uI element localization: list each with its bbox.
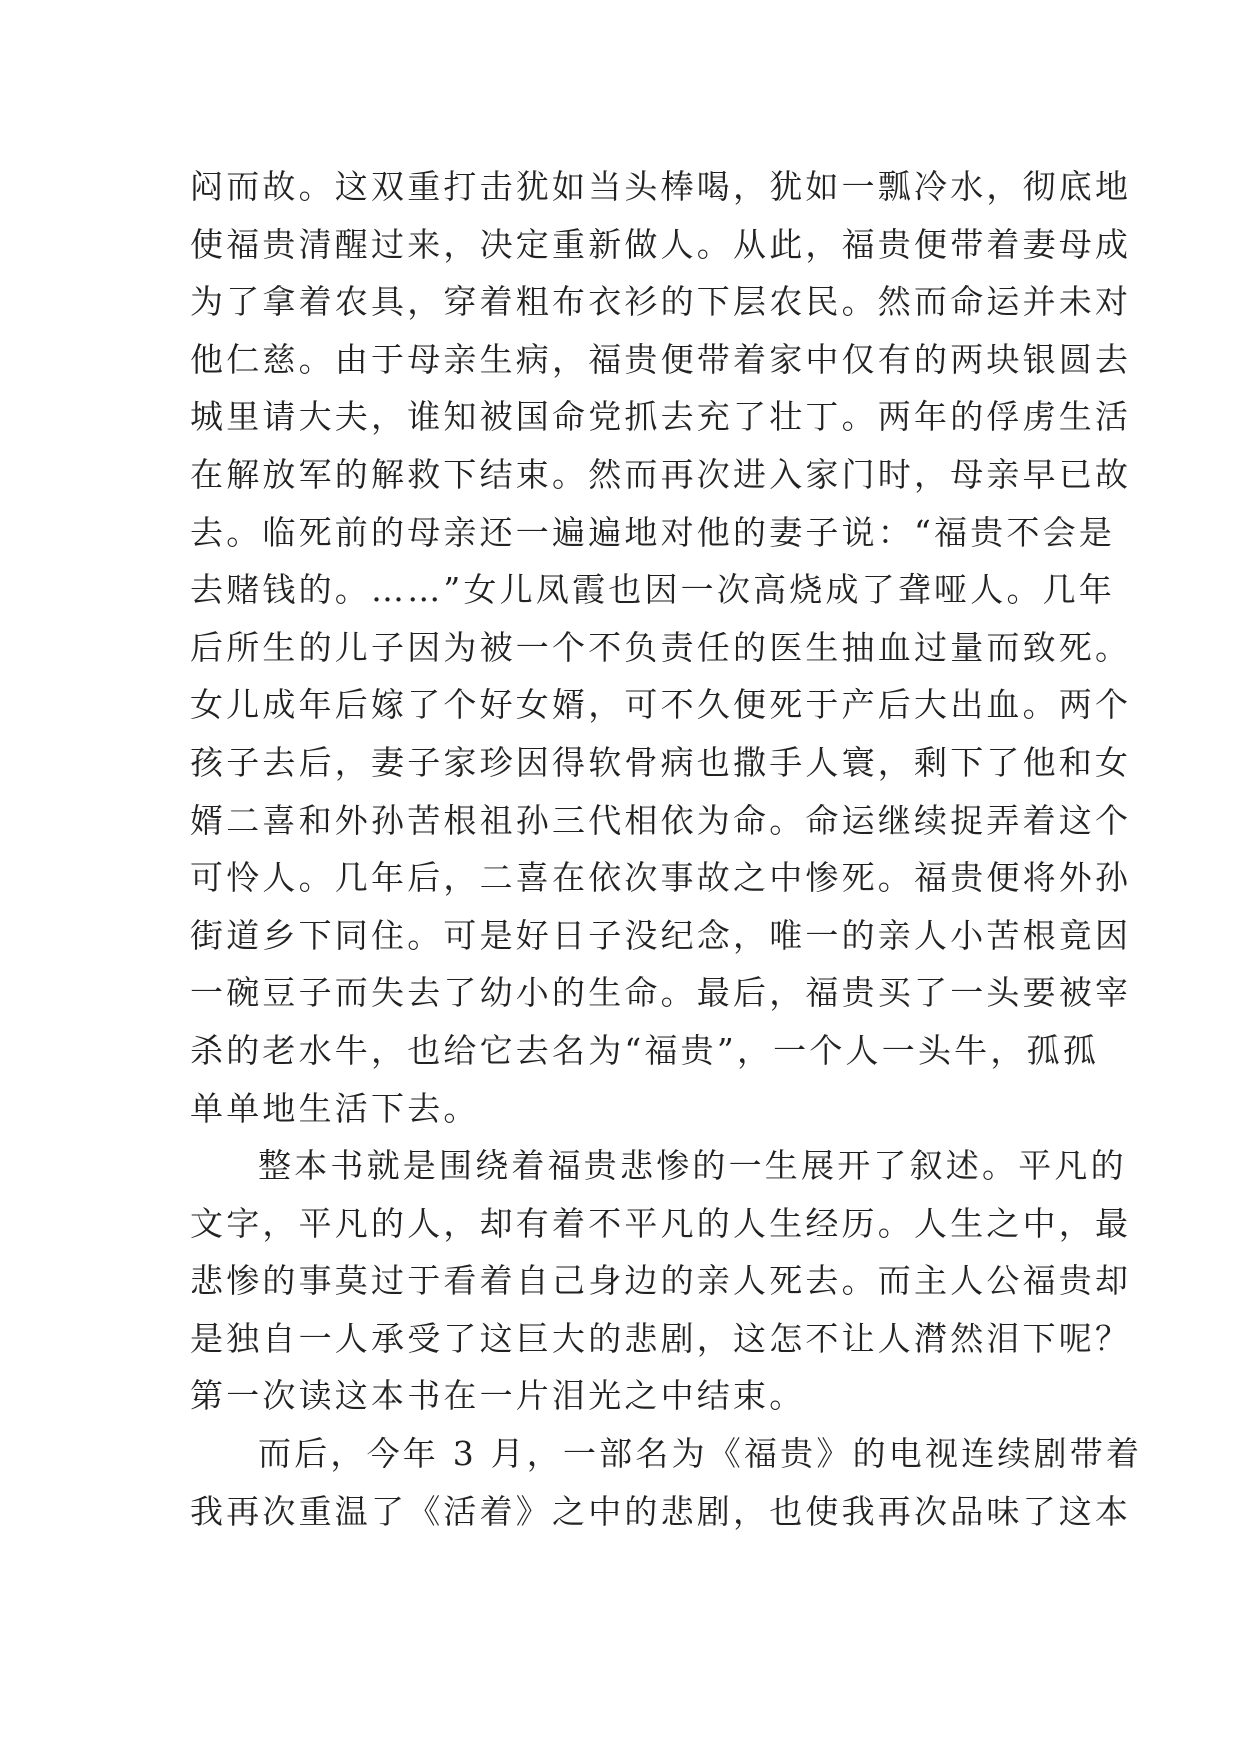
- text-line: 婿二喜和外孙苦根祖孙三代相依为命。命运继续捉弄着这个: [190, 800, 1132, 840]
- text-line: 可怜人。几年后，二喜在依次事故之中惨死。福贵便将外孙: [190, 858, 1132, 898]
- text-line: 后所生的儿子因为被一个不负责任的医生抽血过量而致死。: [190, 627, 1132, 667]
- text-line: 在解放军的解救下结束。然而再次进入家门时，母亲早已故: [190, 454, 1132, 494]
- body-text: [190, 158, 1143, 1540]
- text-line: 我再次重温了《活着》之中的悲剧，也使我再次品味了这本: [190, 1491, 1132, 1531]
- text-line: 第一次读这本书在一片泪光之中结束。: [190, 1376, 806, 1416]
- text-line: 孩子去后，妻子家珍因得软骨病也撒手人寰，剩下了他和女: [190, 742, 1132, 782]
- text-line: 是独自一人承受了这巨大的悲剧，这怎不让人潸然泪下呢？: [190, 1318, 1132, 1358]
- text-line: 街道乡下同住。可是好日子没纪念，唯一的亲人小苦根竟因: [190, 915, 1132, 955]
- text-line: 文字，平凡的人，却有着不平凡的人生经历。人生之中，最: [190, 1203, 1132, 1243]
- text-line: 悲惨的事莫过于看着自己身边的亲人死去。而主人公福贵却: [190, 1261, 1132, 1301]
- paragraph-first-line: 而后，今年 3 月，一部名为《福贵》的电视连续剧带着: [258, 1434, 1143, 1474]
- text-line: 杀的老水牛，也给它去名为“福贵”，一个人一头牛，孤孤: [190, 1030, 1099, 1070]
- text-line: 女儿成年后嫁了个好女婿，可不久便死于产后大出血。两个: [190, 685, 1132, 725]
- text-line: 为了拿着农具，穿着粗布衣衫的下层农民。然而命运并未对: [190, 282, 1132, 322]
- text-line: 他仁慈。由于母亲生病，福贵便带着家中仅有的两块银圆去: [190, 339, 1132, 379]
- text-line: 去。临死前的母亲还一遍遍地对他的妻子说：“福贵不会是: [190, 512, 1116, 552]
- text-line: 去赌钱的。……”女儿凤霞也因一次高烧成了聋哑人。几年: [190, 570, 1116, 610]
- text-line: 一碗豆子而失去了幼小的生命。最后，福贵买了一头要被宰: [190, 973, 1132, 1013]
- text-line: 使福贵清醒过来，决定重新做人。从此，福贵便带着妻母成: [190, 224, 1132, 264]
- paragraph-first-line: 整本书就是围绕着福贵悲惨的一生展开了叙述。平凡的: [258, 1146, 1127, 1186]
- text-line: 城里请大夫，谁知被国命党抓去充了壮丁。两年的俘虏生活: [190, 397, 1132, 437]
- text-line: 闷而故。这双重打击犹如当头棒喝，犹如一瓢冷水，彻底地: [190, 167, 1132, 206]
- text-line: 单单地生活下去。: [190, 1088, 480, 1128]
